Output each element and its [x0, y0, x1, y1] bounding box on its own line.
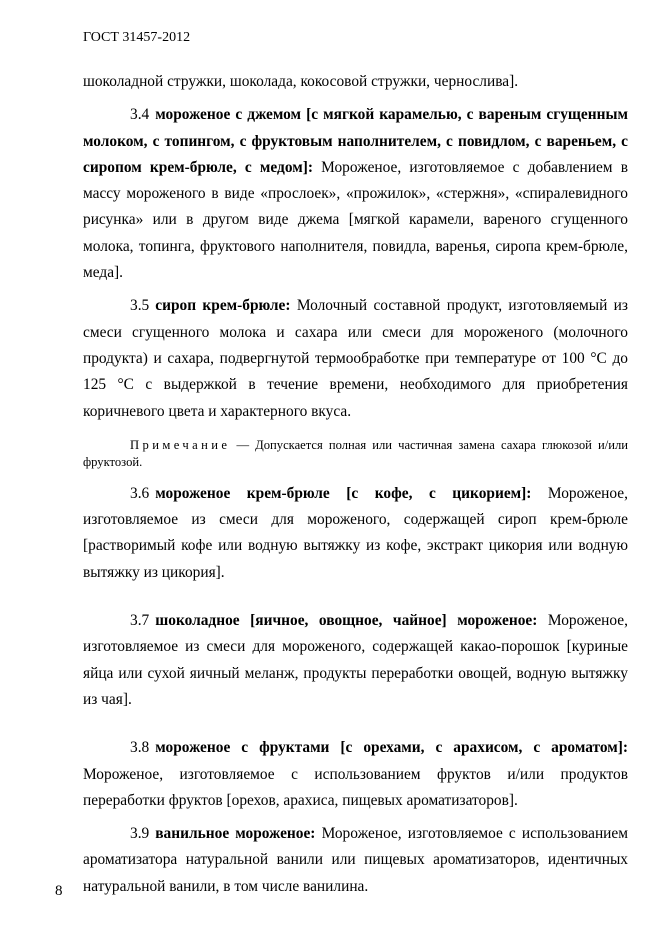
document-header: ГОСТ 31457-2012 [83, 30, 191, 45]
section-3-9 [83, 821, 628, 900]
section-definition: Мороженое, изготовляемое из смеси для мороженого, содержащей какао-порошок [куриные яйца или сухой яичный меланж, продукты переработки овощей, водную вытяжку из чая]. [83, 612, 628, 708]
section-number: 3.4 [130, 106, 150, 124]
note-3-5 [83, 437, 628, 471]
section-definition: Мороженое, изготовляемое с использованием фруктов и/или продуктов переработки фруктов [орехов, арахиса, пищевых ароматизаторов]. [83, 765, 628, 809]
section-definition: Мороженое, изготовляемое с использованием ароматизатора натуральной ванили или пищевых ароматизаторов, идентичных натуральной ванили, в том числе ванилина. [83, 825, 628, 895]
section-definition: Мороженое, изготовляемое из смеси для мороженого, содержащей сироп крем-брюле [растворимый кофе или водную вытяжку из кофе, экстракт цикория или водную вытяжку из цикория]. [83, 484, 628, 581]
page-body [83, 69, 628, 907]
note-text: — Допускается полная или частичная замена сахара глюкозой и/или фруктозой. [83, 437, 628, 469]
section-term: ванильное мороженое: [155, 825, 316, 843]
page-number: 8 [55, 883, 63, 899]
section-number: 3.6 [130, 484, 150, 502]
section-number: 3.8 [130, 739, 150, 757]
section-number: 3.7 [130, 612, 150, 630]
section-definition: Молочный составной продукт, изготовляемый из смеси сгущенного молока и сахара или смеси для мороженого (молочного продукта) и сахара, подвергнутой термообработке при температуре от 100 °С до 125 °С с выдержкой в течение времени, необходимого для приобретения коричневого цвета и характерного вкуса. [83, 297, 628, 420]
section-definition: Мороженое, изготовляемое с добавлением в массу мороженого в виде «прослоек», «прожилок», «стержня», «спиралевидного рисунка» или в другом виде джема [мягкой карамели, вареного сгущенного молока, топинга, фруктового наполнителя, повидла, варенья, сиропа крем-брюле, меда]. [83, 158, 628, 282]
section-number: 3.9 [130, 825, 150, 843]
section-term: мороженое с джемом [с мягкой карамелью, с вареным сгущенным молоком, с топингом, с фруктовым наполнителем, с повидлом, с вареньем, с сиропом крем-брюле, с медом]: [83, 106, 628, 176]
continuation-text: шоколадной стружки, шоколада, кокосовой стружки, чернослива]. [83, 73, 519, 90]
section-3-5 [83, 293, 628, 424]
section-3-8 [83, 735, 628, 814]
section-term: шоколадное [яичное, овощное, чайное] мороженое: [155, 612, 538, 630]
section-term: мороженое с фруктами [с орехами, с арахисом, с ароматом]: [155, 739, 628, 757]
section-3-6 [83, 481, 628, 586]
section-3-7 [83, 608, 628, 713]
section-term: мороженое крем-брюле [с кофе, с цикорием]: [155, 484, 532, 502]
note-label: Примечание [130, 437, 231, 452]
section-term: сироп крем-брюле: [155, 297, 291, 315]
section-3-4 [83, 102, 628, 286]
section-number: 3.5 [130, 297, 150, 315]
